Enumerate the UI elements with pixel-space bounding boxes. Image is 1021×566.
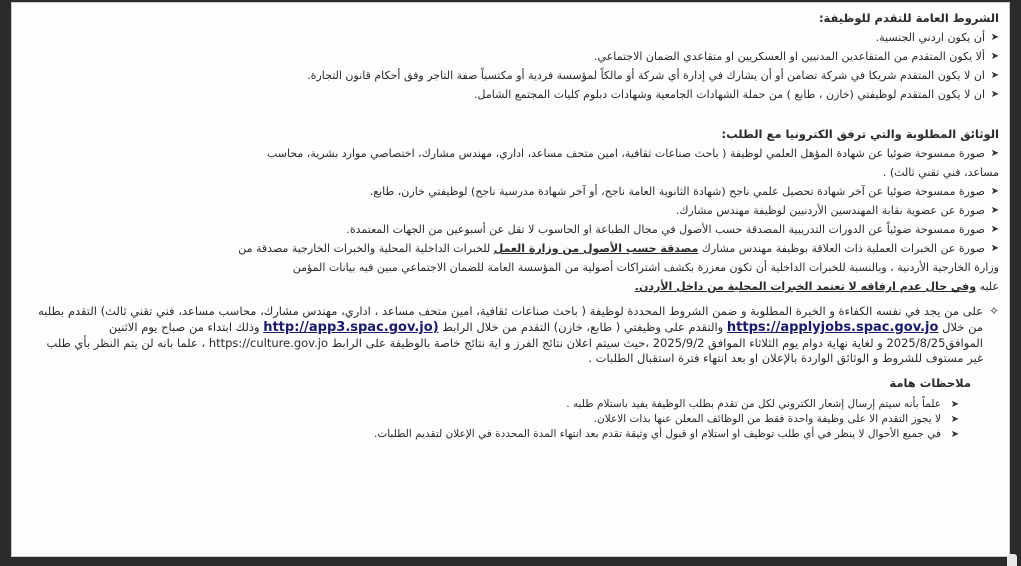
document-item-5-line-2: وزارة الخارجية الأردنية ، وبالنسبة للخبرات الداخلية أن تكون معززة بكشف اشتراكات أصولية من المؤسسة العامة للضمان الاجتماعي مبين فيه بيانات المؤمن: [292, 261, 999, 274]
bullet-arrow-icon: ➤: [950, 429, 959, 440]
certified-by-labor-ministry: مصدقة حسب الأصول من وزارة العمل: [493, 242, 699, 255]
note-3: ➤ في جميع الأحوال لا ينظر في أي طلب توظيف او استلام او قبول أي وثيقة تقدم بعد انتهاء المدة المحددة في الإعلان لتقديم الطلبات.: [374, 428, 959, 440]
announcement-body: [32, 9, 999, 442]
bullet-arrow-icon: ➤: [950, 414, 959, 425]
general-conditions-heading: الشروط العامة للتقدم للوظيفة:: [818, 11, 999, 25]
document-item-5-line-3: عليه وفي حال عدم ارفاقه لا تعتمد الخبرات المحلية من داخل الأردن.: [634, 280, 999, 293]
local-experience-warning: وفي حال عدم ارفاقه لا تعتمد الخبرات المحلية من داخل الأردن.: [634, 280, 977, 293]
scroll-handle[interactable]: [1007, 554, 1017, 566]
bullet-arrow-icon: ➤: [990, 70, 999, 81]
required-documents-heading: الوثائق المطلوبة والتي ترفق الكترونيا مع الطلب:: [721, 127, 999, 141]
note-1: ➤ علماً بأنه سيتم إرسال إشعار الكتروني لكل من تقدم بطلب الوظيفة يفيد باستلام طلبه .: [566, 398, 959, 410]
general-condition-2: ➤ ألا يكون المتقدم من المتقاعدين المدنيين او العسكريين او متقاعدي الضمان الاجتماعي.: [32, 47, 999, 66]
document-page: [11, 2, 1010, 557]
document-item-1-continued: مساعد، فني تقني ثالث) .: [882, 166, 999, 179]
note-2: ➤ لا يجوز التقدم الا على وظيفة واحدة فقط من الوظائف المعلن عنها بذات الاعلان.: [593, 413, 959, 425]
application-instructions: ✧ على من يجد في نفسه الكفاءة و الخبرة المطلوبة و ضمن الشروط المحددة لوظيفة ( باحث صناعات ثقافية، امين متحف مساعد ، اداري، مهندس مشارك، محاسب مساعد، فني تقني ثالث) التقدم بطلبه من خلال https://applyjobs.spac.gov.jo والتقدم على وظيفتي ( طابع، خازن) التقدم من خلال الرابط (http://app3.spac.gov.jo وذلك ابتداء من صباح يوم الاثنين الموافق2025/8/25 و لغاية نهاية دوام يوم الثلاثاء الموافق 2025/9/2 ،حيث سيتم اعلان نتائج الفرز و اية نتائج خاصة بالوظيفة على الرابط https://culture.gov.jo ، علما بانه لن يتم النظر بأي طلب غير مستوف للشروط و الوثائق الواردة بالإعلان او بعد انتهاء فترة استقبال الطلبات .: [38, 304, 999, 365]
general-condition-4: ➤ ان لا يكون المتقدم لوظيفتي (خازن ، طابع ) من حملة الشهادات الجامعية وشهادات دبلوم كليات المجتمع الشامل.: [32, 85, 999, 104]
app3-link[interactable]: (http://app3.spac.gov.jo: [263, 320, 439, 335]
bullet-arrow-icon: ➤: [950, 399, 959, 410]
bullet-arrow-icon: ➤: [990, 205, 999, 216]
applyjobs-link[interactable]: https://applyjobs.spac.gov.jo: [726, 320, 939, 335]
bullet-arrow-icon: ➤: [990, 148, 999, 159]
bullet-arrow-icon: ➤: [990, 224, 999, 235]
bullet-arrow-icon: ➤: [990, 89, 999, 100]
bullet-arrow-icon: ➤: [990, 51, 999, 62]
bullet-arrow-icon: ➤: [990, 186, 999, 197]
general-condition-1: ➤ أن يكون اردني الجنسية.: [32, 28, 999, 47]
bullet-arrow-icon: ➤: [990, 32, 999, 43]
general-condition-3: ➤ ان لا يكون المتقدم شريكا في شركة تضامن أو أن يشارك في إدارة أي شركة أو مالكاً لمؤسسة فردية أو مكتسباً صفة التاجر وفق أحكام قانون التجارة.: [32, 66, 999, 85]
document-item-2: ➤ صورة ممسوحة ضوئيا عن آخر شهادة تحصيل علمي ناجح (شهادة الثانوية العامة ناجح، أو آخر شهادة مدرسية ناجح) لوظيفتي خازن، طابع.: [32, 182, 999, 201]
star-bullet-icon: ✧: [988, 304, 999, 318]
document-item-4: ➤ صورة ممسوحة ضوئياً عن الدورات التدريبية المصدقة حسب الأصول في مجال الطباعة او الحاسوب لا تقل عن أسبوعين من الجهات المعتمدة.: [32, 220, 999, 239]
document-item-3: ➤ صورة عن عضوية نقابة المهندسين الأردنيين لوظيفة مهندس مشارك.: [32, 201, 999, 220]
important-notes-heading: ملاحظات هامة: [889, 376, 971, 390]
important-notes-list: [32, 397, 999, 442]
document-item-5: ➤ صورة عن الخبرات العملية ذات العلاقة بوظيفة مهندس مشارك مصدقة حسب الأصول من وزارة العمل للخبرات الداخلية المحلية والخبرات الخارجية مصدقة من: [32, 239, 999, 258]
bullet-arrow-icon: ➤: [990, 243, 999, 254]
document-item-1: ➤ صورة ممسوحة ضوئيا عن شهادة المؤهل العلمي لوظيفة ( باحث صناعات ثقافية، امين متحف مساعد، اداري، مهندس مشارك، اختصاصي موارد بشرية، محاسب: [32, 144, 999, 163]
